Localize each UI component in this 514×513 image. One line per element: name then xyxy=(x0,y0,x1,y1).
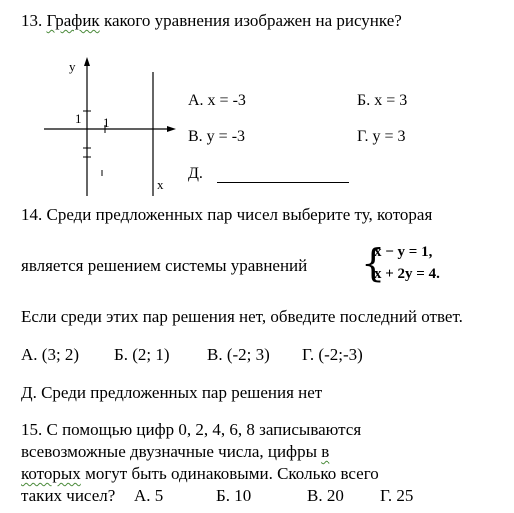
option-b: Б. x = 3 xyxy=(357,92,408,109)
option-g: Г. y = 3 xyxy=(357,128,406,145)
question-15-line-4: таких чисел? xyxy=(21,486,116,505)
y-axis-label: y xyxy=(69,59,76,74)
q15-option-b: Б. 10 xyxy=(216,486,252,505)
x-axis-arrow xyxy=(167,126,176,132)
question-14-line-3: Если среди этих пар решения нет, обведите последний ответ. xyxy=(21,307,463,326)
q14-option-b: Б. (2; 1) xyxy=(114,345,170,364)
question-15-line-2: всевозможные двузначные числа, цифры в xyxy=(21,442,330,461)
q15-option-v: В. 20 xyxy=(307,486,344,505)
system-equation-1: x − y = 1, xyxy=(374,244,433,260)
y-unit-label: 1 xyxy=(75,111,82,126)
question-15-line-3: которых могут быть одинаковыми. Сколько всего xyxy=(21,464,379,483)
y-axis-arrow xyxy=(84,57,90,66)
q14-option-d: Д. Среди предложенных пар решения нет xyxy=(21,383,323,402)
question-13-word-grafik: График xyxy=(46,11,100,30)
system-equation-2: x + 2y = 4. xyxy=(374,266,440,282)
q15-option-g: Г. 25 xyxy=(380,486,414,505)
option-d: Д. xyxy=(188,165,203,182)
answer-line[interactable] xyxy=(217,182,349,183)
q14-option-a: А. (3; 2) xyxy=(21,345,80,364)
question-14-line-1: 14. Среди предложенных пар чисел выберите ту, которая xyxy=(21,205,433,224)
question-14-line-2: является решением системы уравнений xyxy=(21,256,308,275)
question-15-line-1: 15. С помощью цифр 0, 2, 4, 6, 8 записываются xyxy=(21,420,362,439)
question-13-text: какого уравнения изображен на рисунке? xyxy=(103,11,402,30)
x-unit-label: 1 xyxy=(103,115,110,130)
q15-option-a: А. 5 xyxy=(134,486,164,505)
q14-option-v: В. (-2; 3) xyxy=(207,345,270,364)
q14-option-g: Г. (-2;-3) xyxy=(302,345,363,364)
question-13-number: 13. xyxy=(21,11,43,30)
option-v: В. y = -3 xyxy=(188,128,246,145)
x-axis-label: x xyxy=(157,177,164,192)
option-a: А. x = -3 xyxy=(188,92,246,109)
system-brace: { xyxy=(361,241,386,285)
